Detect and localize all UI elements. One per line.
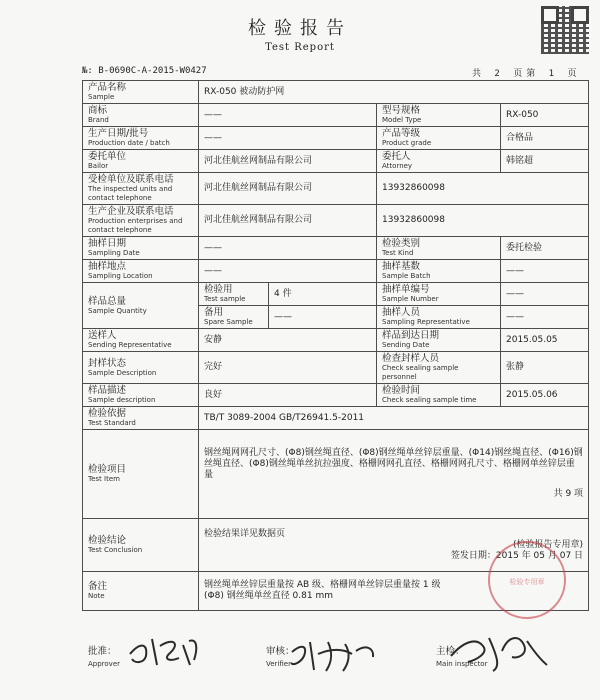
test-kind-label-en: Test Kind: [382, 249, 414, 257]
check-time-value: 2015.05.06: [501, 384, 589, 407]
inspected-label-en: The inspected units and contact telephone: [88, 185, 173, 202]
table-row: [83, 430, 589, 519]
brand-value: ——: [199, 104, 377, 127]
sample-quantity-label-en: Sample Quantity: [88, 306, 147, 315]
report-table: [82, 80, 589, 611]
production-label-en: Production date / batch: [88, 139, 170, 147]
page-info: 共 2 页第 1 页: [472, 69, 581, 79]
test-items-cell: [199, 430, 589, 519]
producer-value: 河北佳航丝网制品有限公司: [199, 205, 377, 237]
table-row: [83, 205, 589, 237]
sending-date-label-en: Sending Date: [382, 341, 430, 349]
bailor-value: 河北佳航丝网制品有限公司: [199, 150, 377, 173]
conclusion-label: 检验结论: [88, 535, 127, 546]
table-row: [83, 283, 589, 306]
sampling-date-value: ——: [199, 237, 377, 260]
sampling-rep-label-en: Sampling Representative: [382, 318, 470, 326]
report-subtitle: Test Report: [265, 42, 335, 53]
checker-label: 检查封样人员: [382, 353, 440, 364]
sample-desc-value: 良好: [199, 384, 377, 407]
sample-batch-label: 抽样基数: [382, 261, 421, 272]
sample-desc-label: 样品描述: [88, 385, 127, 396]
attorney-value: 韩铭超: [501, 150, 589, 173]
sampling-rep-label: 抽样人员: [382, 307, 421, 318]
sample-number-label-en: Sample Number: [382, 295, 439, 303]
standard-label: 检验依据: [88, 408, 127, 419]
report-number: №: B-0690C-A-2015-W0427: [82, 66, 207, 76]
report-title: 检验报告: [248, 18, 352, 39]
table-row: [83, 407, 589, 430]
seal-text: 检验专用章: [509, 578, 545, 586]
sample-status-value: 完好: [199, 352, 377, 384]
attorney-label-en: Attorney: [382, 162, 413, 170]
grade-value: 合格品: [501, 127, 589, 150]
sample-value: RX-050 被动防护网: [199, 81, 589, 104]
approver-label-en: Approver: [88, 660, 121, 668]
table-row: [83, 352, 589, 384]
production-value: ——: [199, 127, 377, 150]
spare-sample-label: 备用: [204, 307, 224, 318]
verifier-label: 审核：: [266, 646, 295, 657]
sending-rep-value: 安静: [199, 329, 377, 352]
table-row: [83, 329, 589, 352]
sampling-rep-value: ——: [501, 306, 589, 329]
bailor-label-en: Bailor: [88, 162, 109, 170]
sample-batch-value: ——: [501, 260, 589, 283]
test-sample-label: 检验用: [204, 284, 233, 295]
model-label-en: Model Type: [382, 116, 422, 124]
verifier-label-en: Verifier: [266, 660, 291, 668]
checker-value: 张静: [501, 352, 589, 384]
sending-date-value: 2015.05.05: [501, 329, 589, 352]
table-row: [83, 81, 589, 104]
brand-label-en: Brand: [88, 116, 109, 124]
test-items-label: 检验项目: [88, 464, 127, 475]
grade-label: 产品等级: [382, 128, 421, 139]
sampling-date-label: 抽样日期: [88, 238, 127, 249]
sampling-date-label-en: Sampling Date: [88, 249, 140, 257]
producer-label-en: Production enterprises and contact telephone: [88, 217, 183, 234]
grade-label-en: Product grade: [382, 139, 432, 147]
sampling-location-label: 抽样地点: [88, 261, 127, 272]
approver-label: 批准：: [88, 646, 117, 657]
issue-date: 签发日期：2015 年 05 月 07 日: [450, 550, 584, 561]
check-time-label-en: Check sealing sample time: [382, 396, 477, 404]
model-label: 型号规格: [382, 105, 421, 116]
test-kind-value: 委托检验: [501, 237, 589, 260]
sampling-location-label-en: Sampling Location: [88, 272, 153, 280]
attorney-label: 委托人: [382, 151, 411, 162]
production-label: 生产日期/批号: [88, 128, 149, 139]
check-time-label: 检验时间: [382, 385, 421, 396]
producer-phone: 13932860098: [377, 205, 589, 237]
standard-label-en: Test Standard: [88, 419, 136, 427]
stamp-line: (检验报告专用章): [513, 539, 584, 550]
standard-value: TB/T 3089-2004 GB/T26941.5-2011: [199, 407, 589, 430]
note-label: 备注: [88, 581, 108, 592]
test-sample-value: 4 件: [269, 283, 377, 306]
inspected-label: 受检单位及联系电话: [88, 174, 174, 185]
sample-label-en: Sample: [88, 93, 115, 101]
sample-label: 产品名称: [88, 82, 127, 93]
test-kind-label: 检验类别: [382, 238, 421, 249]
inspector-label-en: Main inspector: [436, 660, 488, 668]
verifier-signature: [286, 632, 382, 674]
spare-sample-label-en: Spare Sample: [204, 318, 253, 326]
inspector-signature: [446, 627, 550, 673]
sample-number-label: 抽样单编号: [382, 284, 430, 295]
table-row: [83, 384, 589, 407]
inspector-label: 主检：: [436, 646, 465, 657]
note-line-1: 钢丝绳单丝锌层重量按 AB 级、格栅网单丝锌层重量按 1 级: [204, 580, 441, 590]
table-row: [83, 104, 589, 127]
conclusion-label-en: Test Conclusion: [88, 546, 143, 554]
note-label-en: Note: [88, 592, 105, 600]
sending-date-label: 样品到达日期: [382, 330, 440, 341]
test-sample-label-en: Test sample: [204, 295, 246, 303]
table-row: [83, 237, 589, 260]
test-items-value: 钢丝绳网网孔尺寸、(Φ8)钢丝绳直径、(Φ8)钢丝绳单丝锌层重量、(Φ14)钢丝绳直径、(Φ16)钢丝绳直径、(Φ8)钢丝绳单丝抗拉强度、格栅网网孔直径、格栅网网孔尺寸、格栅网单丝锌层重量: [204, 448, 583, 480]
inspection-seal: [484, 537, 570, 623]
checker-label-en: Check sealing sample personnel: [382, 364, 459, 381]
producer-label: 生产企业及联系电话: [88, 206, 174, 217]
note-line-2: (Φ8) 钢丝绳单丝直径 0.81 mm: [204, 591, 333, 601]
bailor-label: 委托单位: [88, 151, 127, 162]
table-row: [83, 127, 589, 150]
approver-signature: [126, 630, 202, 672]
conclusion-value: 检验结果详见数据页: [204, 528, 286, 539]
model-value: RX-050: [501, 104, 589, 127]
table-row: [83, 260, 589, 283]
sample-status-label: 封样状态: [88, 357, 127, 369]
sending-rep-label-en: Sending Representative: [88, 341, 172, 349]
sample-quantity-label: 样品总量: [88, 295, 127, 307]
sending-rep-label: 送样人: [88, 330, 117, 341]
sample-desc-label-en: Sample description: [88, 396, 156, 404]
inspected-phone: 13932860098: [377, 173, 589, 205]
inspected-value: 河北佳航丝网制品有限公司: [199, 173, 377, 205]
sample-number-value: ——: [501, 283, 589, 306]
test-items-total: 共 9 项: [553, 489, 584, 499]
spare-sample-value: ——: [269, 306, 377, 329]
sampling-location-value: ——: [199, 260, 377, 283]
table-row: [83, 150, 589, 173]
sample-status-label-en: Sample Description: [88, 368, 157, 377]
table-row: [83, 173, 589, 205]
brand-label: 商标: [88, 105, 108, 116]
test-items-label-en: Test Item: [88, 475, 120, 483]
sample-batch-label-en: Sample Batch: [382, 272, 431, 280]
